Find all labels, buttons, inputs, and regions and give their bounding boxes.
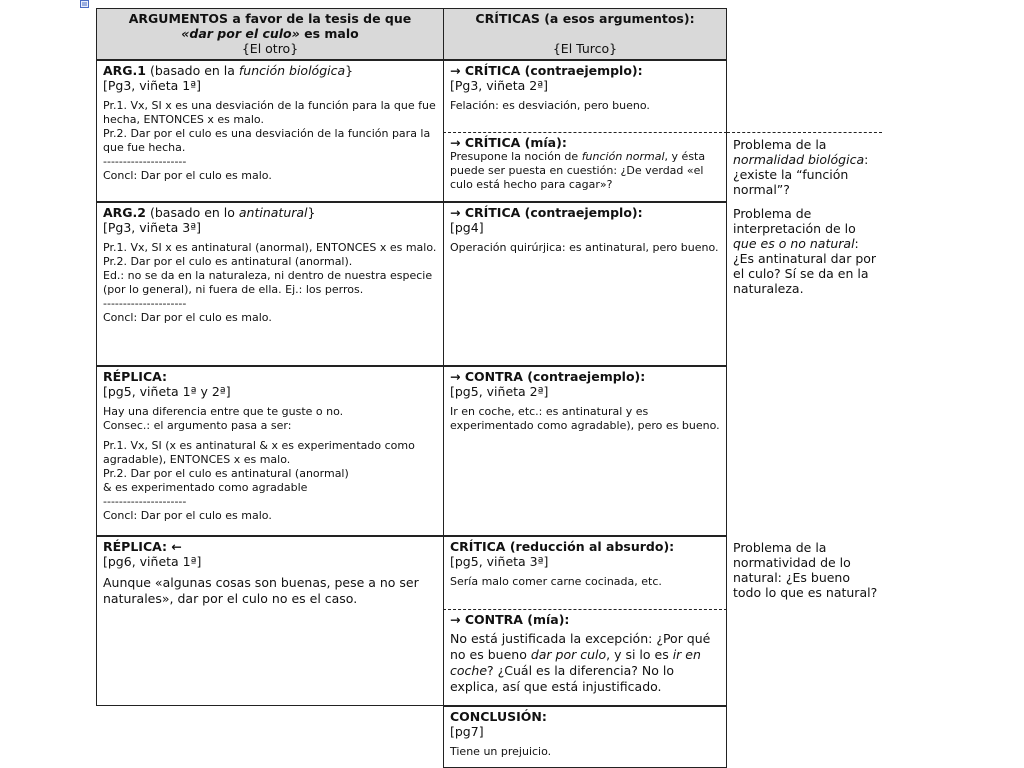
- conclusion-ref: [pg7]: [450, 724, 484, 739]
- note2: Problema de interpretación de lo que es o no natural: ¿Es antinatural dar por el culo? Sí se da en la naturaleza.: [733, 206, 877, 296]
- conclusion-cell: [443, 706, 727, 768]
- rep1-p5: & es experimentado como agradable: [103, 481, 308, 494]
- rep2-ref: [pg6, viñeta 1ª]: [103, 554, 202, 569]
- crit1-ref: [Pg3, viñeta 2ª]: [450, 78, 548, 93]
- conclusion-text: Tiene un prejuicio.: [450, 745, 552, 758]
- header-arguments-line2: «dar por el culo» es malo: [181, 26, 359, 41]
- rep1-title: RÉPLICA:: [103, 369, 168, 384]
- contra2-text: No está justificada la excepción: ¿Por qué no es bueno dar por culo, y si lo es ir en coche? ¿Cuál es la diferencia? No lo explica, así que está injustificado.: [450, 631, 711, 694]
- rep1-ref: [pg5, viñeta 1ª y 2ª]: [103, 384, 231, 399]
- arg2-ref: [Pg3, viñeta 3ª]: [103, 220, 201, 235]
- rep1-p3: Pr.1. Vx, SI (x es antinatural & x es experimentado como agradable), ENTONCES x es malo.: [103, 439, 415, 466]
- arg1-title: ARG.1 (basado en la función biológica}: [103, 63, 354, 78]
- arg2-premise1: Pr.1. Vx, SI x es antinatural (anormal), ENTONCES x es malo.: [103, 241, 437, 254]
- header-arguments-line1: ARGUMENTOS a favor de la tesis de que: [128, 11, 412, 26]
- crit3-ref: [pg5, viñeta 3ª]: [450, 554, 549, 569]
- arg2-title: ARG.2 (basado en lo antinatural}: [103, 205, 316, 220]
- rep2-title: RÉPLICA: ←: [103, 539, 182, 554]
- crit1-text: Felación: es desviación, pero bueno.: [450, 99, 650, 112]
- rep1-p4: Pr.2. Dar por el culo es antinatural (anormal): [103, 467, 349, 480]
- header-arguments: [96, 8, 444, 60]
- arg1-separator: ---------------------: [103, 155, 187, 168]
- arg1-premise1: Pr.1. Vx, SI x es una desviación de la función para la que fue hecha, ENTONCES x es malo.: [103, 99, 436, 126]
- rep1-conclusion: Concl: Dar por el culo es malo.: [103, 509, 272, 522]
- crit2-ref: [pg4]: [450, 220, 484, 235]
- contra2-cell: [443, 610, 727, 706]
- arg2-explanation: Ed.: no se da en la naturaleza, ni dentro de nuestra especie (por lo general), ni fuera de ella. Ej.: los perros.: [103, 269, 433, 296]
- crit2-title: → CRÍTICA (contraejemplo):: [450, 205, 643, 220]
- crit3-text: Sería malo comer carne cocinada, etc.: [450, 575, 662, 588]
- crit3-title: CRÍTICA (reducción al absurdo):: [450, 539, 675, 554]
- crit1-title: → CRÍTICA (contraejemplo):: [450, 63, 643, 78]
- arg2-cell: [96, 202, 444, 366]
- contra1-text: Ir en coche, etc.: es antinatural y es experimentado como agradable), pero es bueno.: [450, 405, 720, 432]
- arg1-conclusion: Concl: Dar por el culo es malo.: [103, 169, 272, 182]
- rep2-cell: [96, 536, 444, 706]
- crit3-cell: [443, 536, 727, 610]
- rep1-separator: ---------------------: [103, 495, 187, 508]
- arg2-premise2: Pr.2. Dar por el culo es antinatural (anormal).: [103, 255, 353, 268]
- contra1-ref: [pg5, viñeta 2ª]: [450, 384, 549, 399]
- arg1-premise2: Pr.2. Dar por el culo es una desviación de la función para la que fue hecha.: [103, 127, 431, 154]
- arg1-cell: [96, 60, 444, 202]
- rep1-cell: [96, 366, 444, 536]
- rep1-p2: Consec.: el argumento pasa a ser:: [103, 419, 292, 432]
- note1: Problema de la normalidad biológica: ¿existe la “función normal”?: [733, 137, 869, 197]
- rep1-p1: Hay una diferencia entre que te guste o no.: [103, 405, 344, 418]
- header-criticas-line3: {El Turco}: [552, 41, 618, 56]
- crit1b-text: Presupone la noción de función normal, y ésta puede ser puesta en cuestión: ¿De verdad «el culo está hecho para cagar»?: [450, 150, 706, 191]
- contra2-title: → CONTRA (mía):: [450, 612, 570, 627]
- rep2-text: Aunque «algunas cosas son buenas, pese a no ser naturales», dar por el culo no es el caso.: [103, 575, 419, 606]
- note3: Problema de la normatividad de lo natural: ¿Es bueno todo lo que es natural?: [733, 540, 878, 600]
- crit2-cell: [443, 202, 727, 366]
- crit1b-title: → CRÍTICA (mía):: [450, 135, 567, 150]
- crit1-cell: [443, 60, 727, 132]
- conclusion-title: CONCLUSIÓN:: [450, 709, 547, 724]
- header-criticas: [443, 8, 727, 60]
- crit1b-cell: [443, 132, 727, 202]
- contra1-cell: [443, 366, 727, 536]
- arg2-conclusion: Concl: Dar por el culo es malo.: [103, 311, 272, 324]
- contra1-title: → CONTRA (contraejemplo):: [450, 369, 646, 384]
- header-arguments-line3: {El otro}: [241, 41, 299, 56]
- arg1-ref: [Pg3, viñeta 1ª]: [103, 78, 201, 93]
- crit2-text: Operación quirúrjica: es antinatural, pero bueno.: [450, 241, 719, 254]
- document-icon: [80, 0, 90, 8]
- arg2-separator: ---------------------: [103, 297, 187, 310]
- header-criticas-line1: CRÍTICAS (a esos argumentos):: [475, 11, 695, 26]
